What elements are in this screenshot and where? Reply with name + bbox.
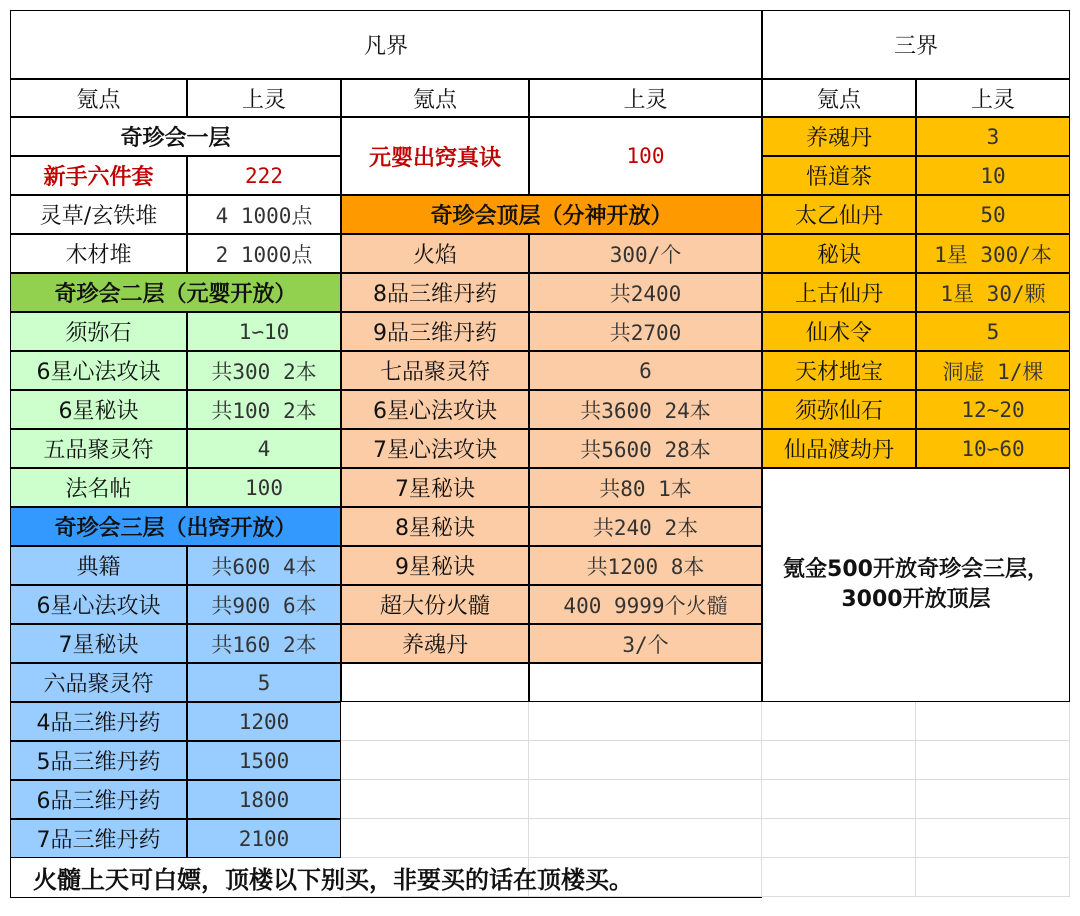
floor1-item: 木材堆 [10,234,187,273]
floor1-item: 新手六件套 [10,156,187,195]
empty-cell [529,780,762,819]
special-item: 元婴出窍真诀 [341,117,529,195]
floor3-value: 1800 [187,780,341,819]
note-bottom: 火髓上天可白嫖，顶楼以下别买，非要买的话在顶楼买。 [10,858,762,898]
three-realms-value: 10∽60 [916,429,1070,468]
empty-cell [916,819,1070,858]
top-floor-value: 300/个 [529,234,762,273]
column-header: 上灵 [187,79,341,117]
three-realms-value: 3 [916,117,1070,156]
empty-cell [341,663,529,702]
column-header: 上灵 [916,79,1070,117]
empty-cell [529,663,762,702]
floor3-value: 1500 [187,741,341,780]
empty-cell [762,819,916,858]
empty-cell [341,780,529,819]
empty-cell [341,741,529,780]
three-realms-item: 仙术令 [762,312,916,351]
top-floor-item: 7星心法攻诀 [341,429,529,468]
top-floor-item: 6星心法攻诀 [341,390,529,429]
three-realms-value: 50 [916,195,1070,234]
top-floor-item: 火焰 [341,234,529,273]
column-header: 氪点 [762,79,916,117]
floor3-item: 7星秘诀 [10,624,187,663]
empty-cell [916,858,1070,897]
floor3-value: 共160 2本 [187,624,341,663]
three-realms-value: 1星 30/颗 [916,273,1070,312]
floor2-value: 100 [187,468,341,507]
floor3-value: 2100 [187,819,341,858]
column-header: 氪点 [341,79,529,117]
empty-cell [341,702,529,741]
top-floor-item: 8品三维丹药 [341,273,529,312]
top-floor-item: 9星秘诀 [341,546,529,585]
top-floor-value: 共80 1本 [529,468,762,507]
top-floor-value: 3/个 [529,624,762,663]
floor3-value: 共600 4本 [187,546,341,585]
floor3-item: 典籍 [10,546,187,585]
floor3-item: 7品三维丹药 [10,819,187,858]
empty-cell [762,780,916,819]
floor3-value: 共900 6本 [187,585,341,624]
three-realms-value: 洞虚 1/棵 [916,351,1070,390]
empty-cell [762,702,916,741]
top-floor-value: 共1200 8本 [529,546,762,585]
special-value: 100 [529,117,762,195]
note-three-realms: 氪金500开放奇珍会三层，3000开放顶层 [762,468,1070,702]
floor2-item: 须弥石 [10,312,187,351]
top-floor-value: 共240 2本 [529,507,762,546]
empty-cell [762,741,916,780]
column-header: 氪点 [10,79,187,117]
empty-cell [529,741,762,780]
top-floor-value: 共2400 [529,273,762,312]
floor2-value: 1∽10 [187,312,341,351]
floor1-value: 222 [187,156,341,195]
top-floor-item: 超大份火髓 [341,585,529,624]
top-floor-value: 6 [529,351,762,390]
floor2-item: 6星秘诀 [10,390,187,429]
top-floor-title: 奇珍会顶层（分神开放） [341,195,762,234]
empty-cell [529,702,762,741]
top-floor-value: 共5600 28本 [529,429,762,468]
empty-cell [762,858,916,897]
three-realms-value: 12~20 [916,390,1070,429]
floor2-item: 五品聚灵符 [10,429,187,468]
floor2-item: 法名帖 [10,468,187,507]
floor2-value: 共300 2本 [187,351,341,390]
three-realms-item: 须弥仙石 [762,390,916,429]
three-realms-header: 三界 [762,10,1070,79]
three-realms-value: 1星 300/本 [916,234,1070,273]
floor2-value: 共100 2本 [187,390,341,429]
floor3-value: 5 [187,663,341,702]
floor3-value: 1200 [187,702,341,741]
floor3-item: 6品三维丹药 [10,780,187,819]
three-realms-item: 悟道茶 [762,156,916,195]
top-floor-item: 七品聚灵符 [341,351,529,390]
top-floor-value: 400 9999个火髓 [529,585,762,624]
floor1-item: 灵草/玄铁堆 [10,195,187,234]
top-floor-item: 7星秘诀 [341,468,529,507]
floor3-item: 6星心法攻诀 [10,585,187,624]
three-realms-item: 太乙仙丹 [762,195,916,234]
empty-cell [916,741,1070,780]
three-realms-item: 养魂丹 [762,117,916,156]
three-realms-item: 秘诀 [762,234,916,273]
empty-cell [916,780,1070,819]
floor2-title: 奇珍会二层（元婴开放） [10,273,341,312]
three-realms-item: 仙品渡劫丹 [762,429,916,468]
three-realms-value: 10 [916,156,1070,195]
three-realms-value: 5 [916,312,1070,351]
top-floor-value: 共3600 24本 [529,390,762,429]
top-floor-item: 8星秘诀 [341,507,529,546]
empty-cell [529,819,762,858]
floor1-value: 4 1000点 [187,195,341,234]
column-header: 上灵 [529,79,762,117]
mortal-realm-header: 凡界 [10,10,762,79]
empty-cell [341,819,529,858]
top-floor-item: 9品三维丹药 [341,312,529,351]
floor1-title: 奇珍会一层 [10,117,341,156]
floor3-item: 六品聚灵符 [10,663,187,702]
floor3-item: 4品三维丹药 [10,702,187,741]
three-realms-item: 上古仙丹 [762,273,916,312]
empty-cell [916,702,1070,741]
top-floor-value: 共2700 [529,312,762,351]
top-floor-item: 养魂丹 [341,624,529,663]
floor1-value: 2 1000点 [187,234,341,273]
three-realms-item: 天材地宝 [762,351,916,390]
floor2-value: 4 [187,429,341,468]
floor2-item: 6星心法攻诀 [10,351,187,390]
floor3-item: 5品三维丹药 [10,741,187,780]
floor3-title: 奇珍会三层（出窍开放） [10,507,341,546]
